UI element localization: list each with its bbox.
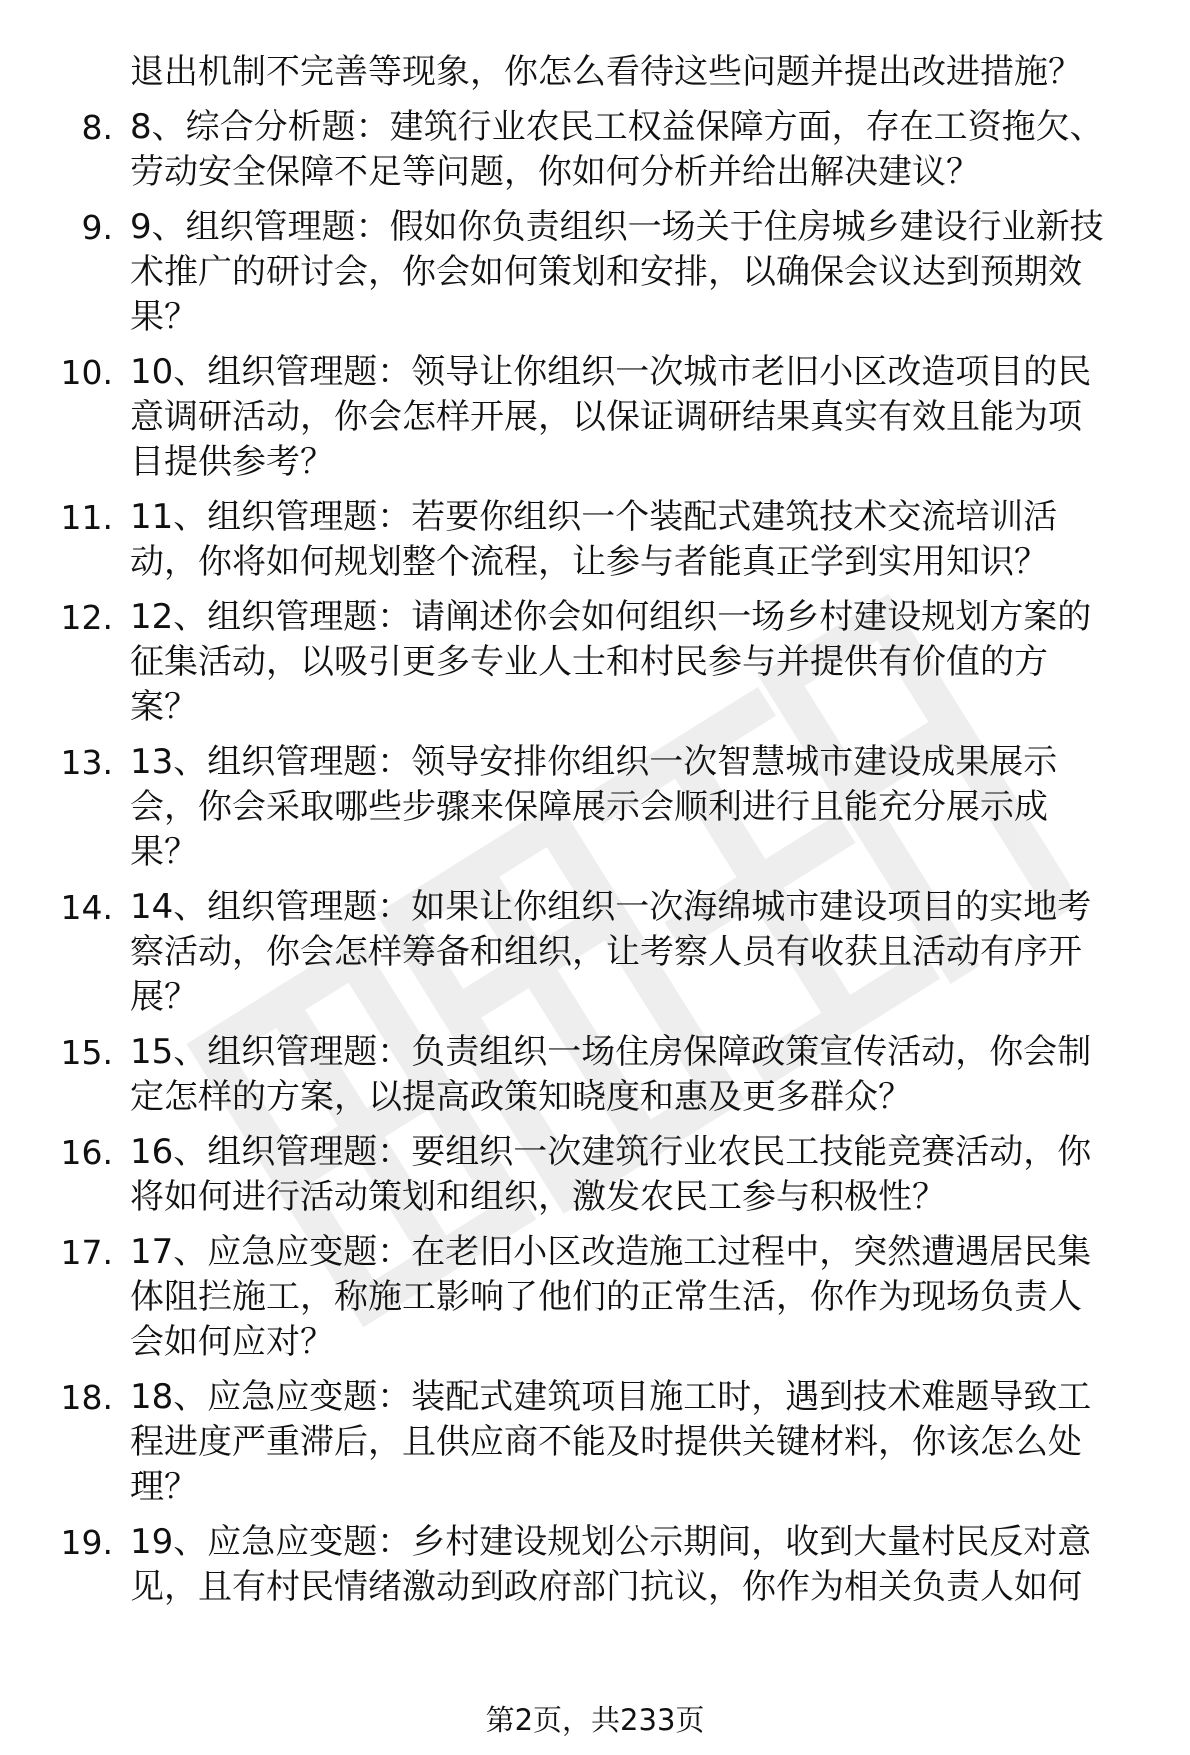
item-text-line: 见，且有村民情绪激动到政府部门抗议，你作为相关负责人如何 — [130, 1567, 1082, 1607]
item-text-line: 11、组织管理题：若要你组织一个装配式建筑技术交流培训活 — [130, 497, 1058, 537]
item-number: 17. — [60, 1233, 113, 1272]
item-number: 10. — [60, 353, 113, 392]
item-text-line: 果？ — [130, 832, 198, 872]
list-item — [0, 1030, 1160, 1120]
list-item — [0, 1230, 1160, 1365]
item-text-line: 会，你会采取哪些步骤来保障展示会顺利进行且能充分展示成 — [130, 787, 1048, 827]
item-text-line: 劳动安全保障不足等问题，你如何分析并给出解决建议？ — [130, 152, 980, 192]
item-text-line: 17、应急应变题：在老旧小区改造施工过程中，突然遭遇居民集 — [130, 1232, 1092, 1272]
item-text-line: 10、组织管理题：领导让你组织一次城市老旧小区改造项目的民 — [130, 352, 1092, 392]
item-text-line: 13、组织管理题：领导安排你组织一次智慧城市建设成果展示 — [130, 742, 1058, 782]
item-text-line: 18、应急应变题：装配式建筑项目施工时，遇到技术难题导致工 — [130, 1377, 1092, 1417]
list-item — [0, 105, 1160, 195]
item-number: 12. — [60, 598, 113, 637]
list-item — [0, 885, 1160, 1020]
item-text-line: 案？ — [130, 687, 198, 727]
list-item — [0, 1520, 1160, 1610]
item-text-line: 定怎样的方案，以提高政策知晓度和惠及更多群众？ — [130, 1077, 912, 1117]
item-text-line: 将如何进行活动策划和组织，激发农民工参与积极性？ — [130, 1177, 946, 1217]
item-text-line: 16、组织管理题：要组织一次建筑行业农民工技能竞赛活动，你 — [130, 1132, 1092, 1172]
list-item — [0, 740, 1160, 875]
item-text-line: 理？ — [130, 1467, 198, 1507]
item-text-line: 12、组织管理题：请阐述你会如何组织一场乡村建设规划方案的 — [130, 597, 1092, 637]
question-list — [0, 105, 1190, 1610]
item-number: 19. — [60, 1523, 113, 1562]
item-number: 13. — [60, 743, 113, 782]
item-text-line: 动，你将如何规划整个流程，让参与者能真正学到实用知识？ — [130, 542, 1048, 582]
item-text-line: 14、组织管理题：如果让你组织一次海绵城市建设项目的实地考 — [130, 887, 1092, 927]
list-item — [0, 350, 1160, 485]
item-number: 9. — [81, 208, 113, 247]
continuation-text: 退出机制不完善等现象，你怎么看待这些问题并提出改进措施？ — [130, 52, 1082, 92]
item-text-line: 会如何应对？ — [130, 1322, 334, 1362]
item-number: 18. — [60, 1378, 113, 1417]
item-text-line: 意调研活动，你会怎样开展，以保证调研结果真实有效且能为项 — [130, 397, 1082, 437]
item-number: 14. — [60, 888, 113, 927]
item-text-line: 体阻拦施工，称施工影响了他们的正常生活，你作为现场负责人 — [130, 1277, 1082, 1317]
list-item — [0, 595, 1160, 730]
item-text-line: 8、综合分析题：建筑行业农民工权益保障方面，存在工资拖欠、 — [130, 107, 1104, 147]
page-number-footer: 第2页，共233页 — [485, 1703, 705, 1737]
item-text-line: 程进度严重滞后，且供应商不能及时提供关键材料，你该怎么处 — [130, 1422, 1082, 1462]
list-item — [0, 205, 1160, 340]
list-item — [0, 1130, 1160, 1220]
item-text-line: 术推广的研讨会，你会如何策划和安排，以确保会议达到预期效 — [130, 252, 1082, 292]
item-text-line: 15、组织管理题：负责组织一场住房保障政策宣传活动，你会制 — [130, 1032, 1092, 1072]
list-item — [0, 495, 1160, 585]
item-text-line: 展？ — [130, 977, 198, 1017]
item-number: 8. — [81, 108, 113, 147]
item-number: 11. — [60, 498, 113, 537]
item-text-line: 19、应急应变题：乡村建设规划公示期间，收到大量村民反对意 — [130, 1522, 1092, 1562]
item-number: 16. — [60, 1133, 113, 1172]
item-text-line: 征集活动，以吸引更多专业人士和村民参与并提供有价值的方 — [130, 642, 1048, 682]
item-text-line: 目提供参考？ — [130, 442, 334, 482]
item-number: 15. — [60, 1033, 113, 1072]
item-text-line: 察活动，你会怎样筹备和组织，让考察人员有收获且活动有序开 — [130, 932, 1082, 972]
list-item — [0, 1375, 1160, 1510]
item-text-line: 9、组织管理题：假如你负责组织一场关于住房城乡建设行业新技 — [130, 207, 1104, 247]
document-body — [0, 50, 1190, 1610]
item-text-line: 果？ — [130, 297, 198, 337]
